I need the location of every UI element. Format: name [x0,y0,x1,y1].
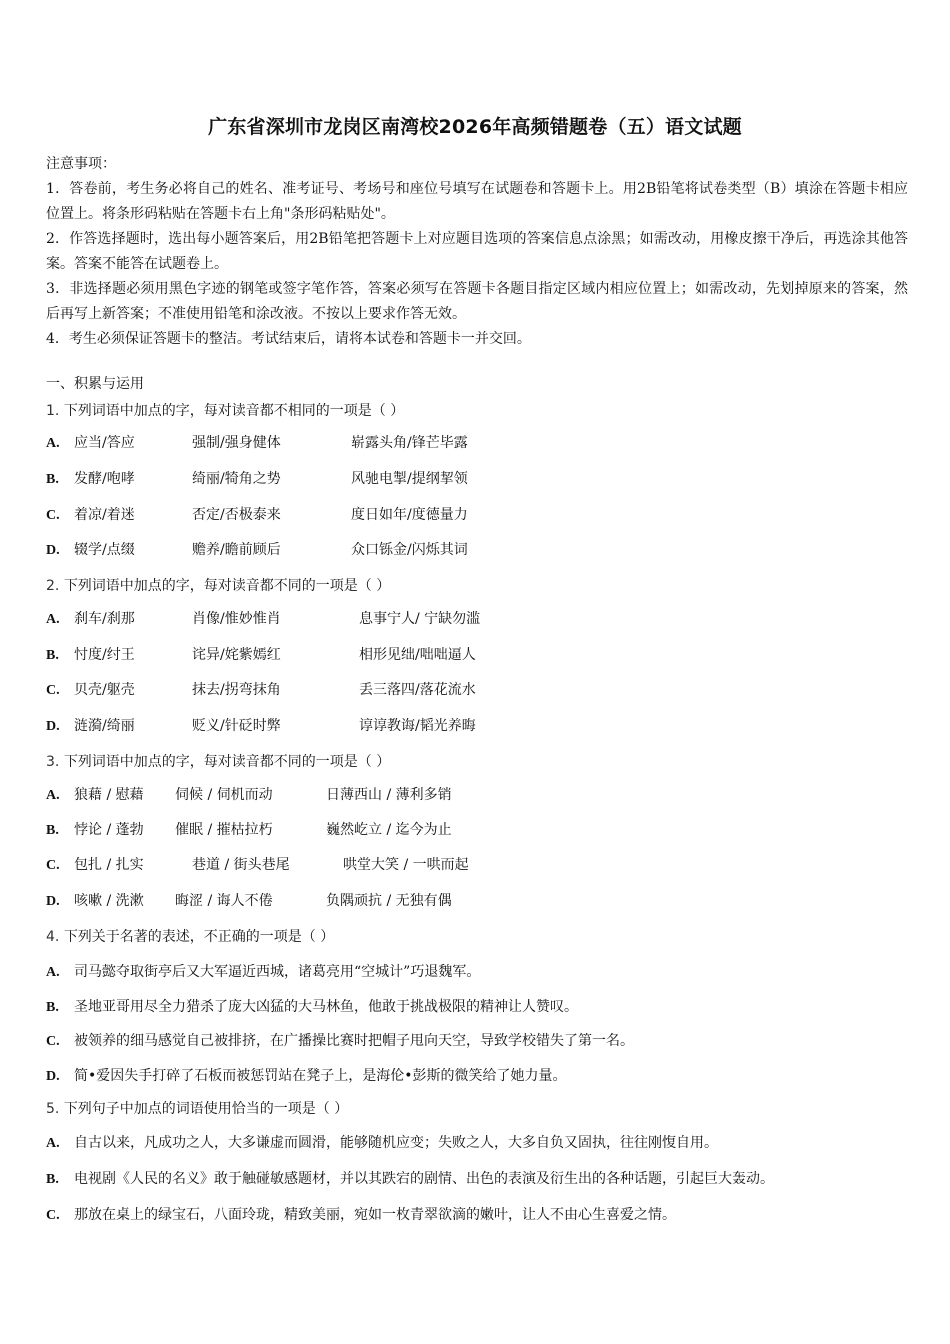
option-cell: 狼藉 / 慰藉 [74,787,144,803]
option-letter: D. [46,894,60,909]
q1-option-d [46,540,468,561]
question-number: 3. [46,754,60,770]
option-cell: 抹去/拐弯抹角 [192,682,281,698]
question-text: 下列关于名著的表述，不正确的一项是（ ） [63,929,335,945]
q2-option-a [46,609,481,630]
option-letter: C. [46,508,60,523]
q3-option-d [46,891,452,912]
option-text: 圣地亚哥用尽全力猎杀了庞大凶猛的大马林鱼，他敢于挑战极限的精神让人赞叹。 [74,999,578,1015]
option-cell: 哄堂大笑 / 一哄而起 [343,857,469,873]
option-letter: C. [46,858,60,873]
question-4 [46,927,334,947]
q1-option-b [46,469,468,490]
option-cell: 众口铄金/闪烁其词 [351,542,468,558]
option-cell: 崭露头角/锋芒毕露 [351,435,468,451]
option-letter: B. [46,1000,59,1015]
question-number: 2. [46,578,60,594]
option-cell: 贬义/针砭时弊 [192,718,281,734]
notice-block [46,152,908,352]
question-number: 1. [46,403,60,419]
question-text: 下列词语中加点的字，每对读音都不同的一项是（ ） [63,578,391,594]
option-cell: 肖像/惟妙惟肖 [192,611,281,627]
q5-option-a [46,1133,916,1154]
option-text: 自古以来，凡成功之人，大多谦虚而圆滑，能够随机应变；失败之人，大多自负又固执，往往刚愎自用。 [74,1135,718,1151]
q5-option-c [46,1205,916,1226]
option-letter: B. [46,472,59,487]
option-cell: 刹车/刹那 [74,611,135,627]
notice-heading: 注意事项： [46,156,116,172]
q4-option-a [46,962,916,983]
notice-item: 4．考生必须保证答题卡的整洁。考试结束后，请将本试卷和答题卡一并交回。 [46,331,531,347]
question-text: 下列词语中加点的字，每对读音都不同的一项是（ ） [63,754,391,770]
option-cell: 丢三落四/落花流水 [359,682,476,698]
q1-option-a [46,433,468,454]
q2-option-d [46,716,476,737]
question-5 [46,1099,348,1119]
notice-item: 3．非选择题必须用黑色字迹的钢笔或签字笔作答，答案必须写在答题卡各题目指定区域内相应位置上；如需改动，先划掉原来的答案，然后再写上新答案；不准使用铅笔和涂改液。不按以上要求作答无效。 [46,281,908,322]
option-text: 那放在桌上的绿宝石，八面玲珑，精致美丽，宛如一枚青翠欲滴的嫩叶，让人不由心生喜爱之情。 [74,1207,676,1223]
q5-option-b [46,1169,916,1190]
option-cell: 伺候 / 伺机而动 [175,787,273,803]
option-letter: C. [46,683,60,698]
option-cell: 悖论 / 蓬勃 [74,822,144,838]
option-cell: 催眠 / 摧枯拉朽 [175,822,273,838]
option-cell: 否定/否极泰来 [192,507,281,523]
option-cell: 应当/答应 [74,435,135,451]
option-cell: 风驰电掣/提纲挈领 [351,471,468,487]
option-cell: 涟漪/绮丽 [74,718,135,734]
option-cell: 绮丽/犄角之势 [192,471,281,487]
option-text: 简•爱因失手打碎了石板而被惩罚站在凳子上，是海伦•彭斯的微笑给了她力量。 [74,1068,567,1084]
option-letter: A. [46,788,60,803]
option-text: 电视剧《人民的名义》敢于触碰敏感题材，并以其跌宕的剧情、出色的表演及衍生出的各种话题，引起巨大轰动。 [74,1171,774,1187]
q3-option-b [46,820,452,841]
option-letter: C. [46,1208,60,1223]
option-letter: D. [46,1069,60,1084]
question-1 [46,401,404,421]
q4-option-d [46,1066,916,1087]
option-text: 被领养的细马感觉自己被排挤，在广播操比赛时把帽子甩向天空，导致学校错失了第一名。 [74,1033,634,1049]
option-cell: 日薄西山 / 薄利多销 [326,787,452,803]
q2-option-b [46,645,476,666]
option-cell: 贝壳/躯壳 [74,682,135,698]
option-letter: B. [46,1172,59,1187]
q1-option-c [46,505,468,526]
option-cell: 谆谆教诲/韬光养晦 [359,718,476,734]
page-title: 广东省深圳市龙岗区南湾校2026年高频错题卷（五）语文试题 [208,116,742,138]
option-cell: 赡养/瞻前顾后 [192,542,281,558]
option-cell: 强制/强身健体 [192,435,281,451]
option-cell: 息事宁人/ 宁缺勿滥 [359,611,481,627]
option-letter: C. [46,1034,60,1049]
option-cell: 包扎 / 扎实 [74,857,144,873]
option-cell: 晦涩 / 诲人不倦 [175,893,273,909]
question-3 [46,752,390,772]
option-cell: 咳嗽 / 洗漱 [74,893,144,909]
option-cell: 巍然屹立 / 迄今为止 [326,822,452,838]
question-number: 5. [46,1101,60,1117]
option-letter: A. [46,965,60,980]
option-cell: 着凉/着迷 [74,507,135,523]
question-text: 下列词语中加点的字，每对读音都不相同的一项是（ ） [63,403,405,419]
q4-option-b [46,997,916,1018]
option-cell: 巷道 / 街头巷尾 [192,857,290,873]
q2-option-c [46,680,476,701]
option-cell: 度日如年/度德量力 [351,507,468,523]
option-letter: B. [46,823,59,838]
option-text: 司马懿夺取街亭后又大军逼近西城，诸葛亮用“空城计”巧退魏军。 [74,964,481,980]
notice-item: 1．答卷前，考生务必将自己的姓名、准考证号、考场号和座位号填写在试题卷和答题卡上。用2B铅笔将试卷类型（B）填涂在答题卡相应位置上。将条形码粘贴在答题卡右上角"条形码粘贴处"。 [46,181,908,222]
section-heading: 一、积累与运用 [46,376,144,392]
option-cell: 忖度/纣王 [74,647,135,663]
option-letter: B. [46,648,59,663]
question-2 [46,576,390,596]
option-letter: A. [46,612,60,627]
notice-item: 2．作答选择题时，选出每小题答案后，用2B铅笔把答题卡上对应题目选项的答案信息点涂黑；如需改动，用橡皮擦干净后，再选涂其他答案。答案不能答在试题卷上。 [46,231,908,272]
option-letter: D. [46,543,60,558]
question-text: 下列句子中加点的词语使用恰当的一项是（ ） [63,1101,349,1117]
option-cell: 诧异/姹紫嫣红 [192,647,281,663]
option-cell: 辍学/点缀 [74,542,135,558]
option-letter: D. [46,719,60,734]
q3-option-c [46,855,469,876]
question-number: 4. [46,929,60,945]
q3-option-a [46,785,452,806]
q4-option-c [46,1031,916,1052]
option-cell: 发酵/咆哮 [74,471,135,487]
option-letter: A. [46,436,60,451]
option-cell: 负隅顽抗 / 无独有偶 [326,893,452,909]
option-cell: 相形见绌/咄咄逼人 [359,647,476,663]
option-letter: A. [46,1136,60,1151]
